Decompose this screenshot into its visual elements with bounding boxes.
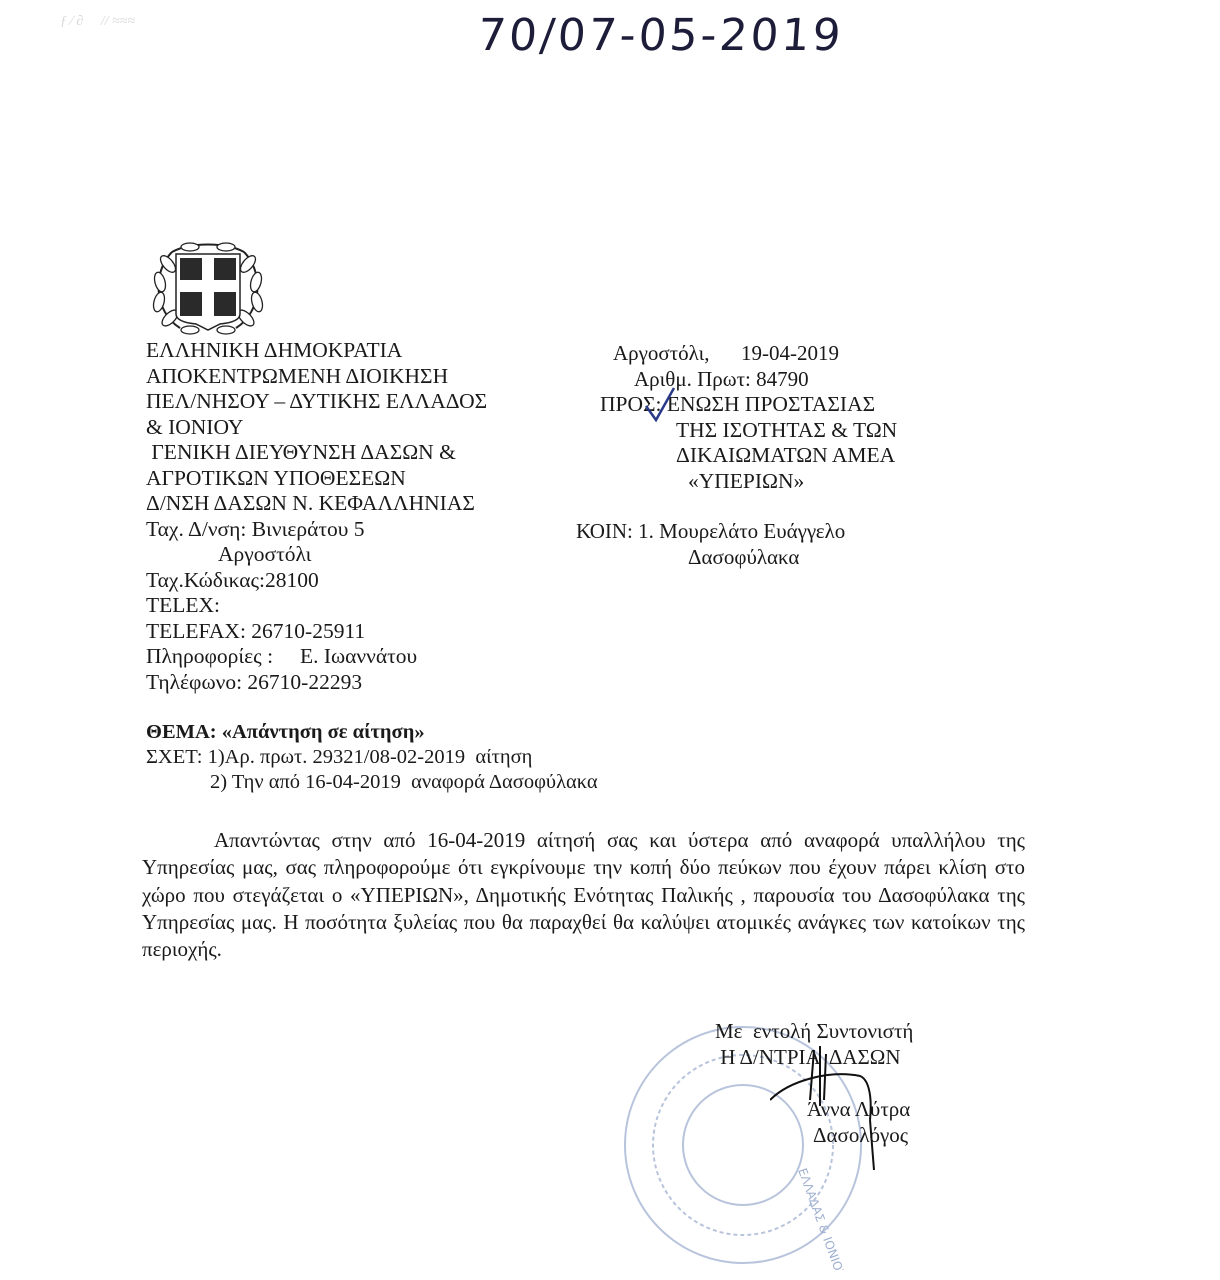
ref-label: ΣΧΕΤ: bbox=[146, 746, 203, 768]
city-line: Αργοστόλι bbox=[218, 542, 312, 566]
handwritten-reference-number: 70/07-05-2019 bbox=[476, 10, 846, 61]
signatory-title: Δασολόγος bbox=[813, 1123, 909, 1147]
to-label: ΠΡΟΣ: bbox=[600, 392, 662, 416]
telefax-label: TELEFAX: bbox=[146, 618, 246, 643]
sender-line: ΑΓΡΟΤΙΚΩΝ ΥΠΟΘΕΣΕΩΝ bbox=[146, 465, 406, 490]
signature-line1: Με εντολή Συντονιστή bbox=[715, 1019, 914, 1043]
telefax-line bbox=[146, 619, 487, 645]
ref-item: 2) Την από 16-04-2019 αναφορά Δασοφύλακα bbox=[210, 771, 598, 793]
sender-line: & ΙΟΝΙΟΥ bbox=[146, 414, 244, 439]
recipient-line: ΔΙΚΑΙΩΜΑΤΩΝ ΑΜΕΑ bbox=[676, 443, 896, 467]
address-line bbox=[146, 517, 487, 543]
info-line bbox=[146, 644, 487, 670]
address-label: Ταχ. Δ/νση: bbox=[146, 516, 247, 541]
telefax-value: 26710-25911 bbox=[251, 618, 366, 643]
greek-coat-of-arms-icon bbox=[150, 242, 266, 336]
subject-label: ΘΕΜΑ: bbox=[146, 721, 217, 743]
telex-line: TELEX: bbox=[146, 593, 221, 617]
faint-scribble: ƒ ∕ ∂ // ≈≈≈ bbox=[60, 14, 136, 29]
subject-title: «Απάντηση σε αίτηση» bbox=[221, 721, 425, 743]
protocol-number: 84790 bbox=[756, 367, 809, 391]
stamp-text: ΕΛΛΑΔΑΣ & ΙΟΝΙΟΥ bbox=[795, 1166, 848, 1270]
ref-item: 1)Αρ. πρωτ. 29321/08-02-2019 αίτηση bbox=[207, 746, 533, 768]
cc-block bbox=[576, 518, 845, 570]
recipient-line: ΤΗΣ ΙΣΟΤΗΤΑΣ & ΤΩΝ bbox=[676, 417, 898, 442]
subject-block bbox=[146, 720, 598, 795]
phone-value: 26710-22293 bbox=[247, 669, 363, 694]
sender-line: ΓΕΝΙΚΗ ΔΙΕΥΘΥΝΣΗ ΔΑΣΩΝ & bbox=[146, 440, 456, 464]
address-value: Βινιεράτου 5 bbox=[251, 516, 365, 541]
sender-line: ΑΠΟΚΕΝΤΡΩΜΕΝΗ ΔΙΟΙΚΗΣΗ bbox=[146, 363, 449, 388]
cc-line: Δασοφύλακα bbox=[688, 545, 800, 569]
signature-line2: Η Δ/ΝΤΡΙΑ ΔΑΣΩΝ bbox=[715, 1045, 901, 1069]
cc-line: 1. Μουρελάτο Ευάγγελο bbox=[638, 519, 846, 543]
info-label: Πληροφορίες : bbox=[146, 644, 274, 668]
sender-line: Δ/ΝΣΗ ΔΑΣΩΝ Ν. ΚΕΦΑΛΛΗΝΙΑΣ bbox=[146, 491, 475, 515]
sender-line: ΕΛΛΗΝΙΚΗ ΔΗΜΟΚΡΑΤΙΑ bbox=[146, 338, 403, 362]
info-value: Ε. Ιωαννάτου bbox=[299, 644, 418, 668]
cc-label: ΚΟΙΝ: bbox=[576, 519, 633, 543]
sender-block bbox=[146, 338, 487, 695]
sender-line: ΠΕΛ/ΝΗΣΟΥ – ΔΥΤΙΚΗΣ ΕΛΛΑΔΟΣ bbox=[146, 389, 488, 413]
postal-line bbox=[146, 568, 487, 594]
handwritten-signature-icon bbox=[770, 1040, 890, 1170]
place: Αργοστόλι, bbox=[613, 341, 710, 365]
recipient-line: ΕΝΩΣΗ ΠΡΟΣΤΑΣΙΑΣ bbox=[666, 392, 876, 416]
body-paragraph: Απαντώντας στην από 16-04-2019 αίτησή σας και ύστερα από αναφορά υπαλλήλου της Υπηρεσίας μας, σας πληροφορούμε ότι εγκρίνουμε την κοπή δύο πεύκων που έχουν πάρει κλίση στο χώρο που στεγάζεται ο «ΥΠΕΡΙΩΝ», Δημοτικής Ενότητας Παλικής , παρουσία του Δασοφύλακα της Υπηρεσίας μας. Η ποσότητα ξυλείας που θα παραχθεί θα καλύψει ατομικές ανάγκες των κατοίκων της περιοχής. bbox=[142, 828, 1025, 962]
checkmark-icon bbox=[640, 384, 680, 424]
phone-label: Τηλέφωνο: bbox=[146, 669, 243, 694]
signatory-name: Άννα Λύτρα bbox=[807, 1097, 911, 1121]
phone-line bbox=[146, 670, 487, 696]
place-date-line bbox=[613, 341, 839, 367]
letter-date: 19-04-2019 bbox=[741, 341, 840, 365]
postal-label: Ταχ.Κώδικας: bbox=[146, 567, 266, 592]
postal-value: 28100 bbox=[265, 567, 319, 592]
protocol-label: Αριθμ. Πρωτ: bbox=[634, 367, 751, 391]
recipient-line: «ΥΠΕΡΙΩΝ» bbox=[688, 468, 805, 493]
